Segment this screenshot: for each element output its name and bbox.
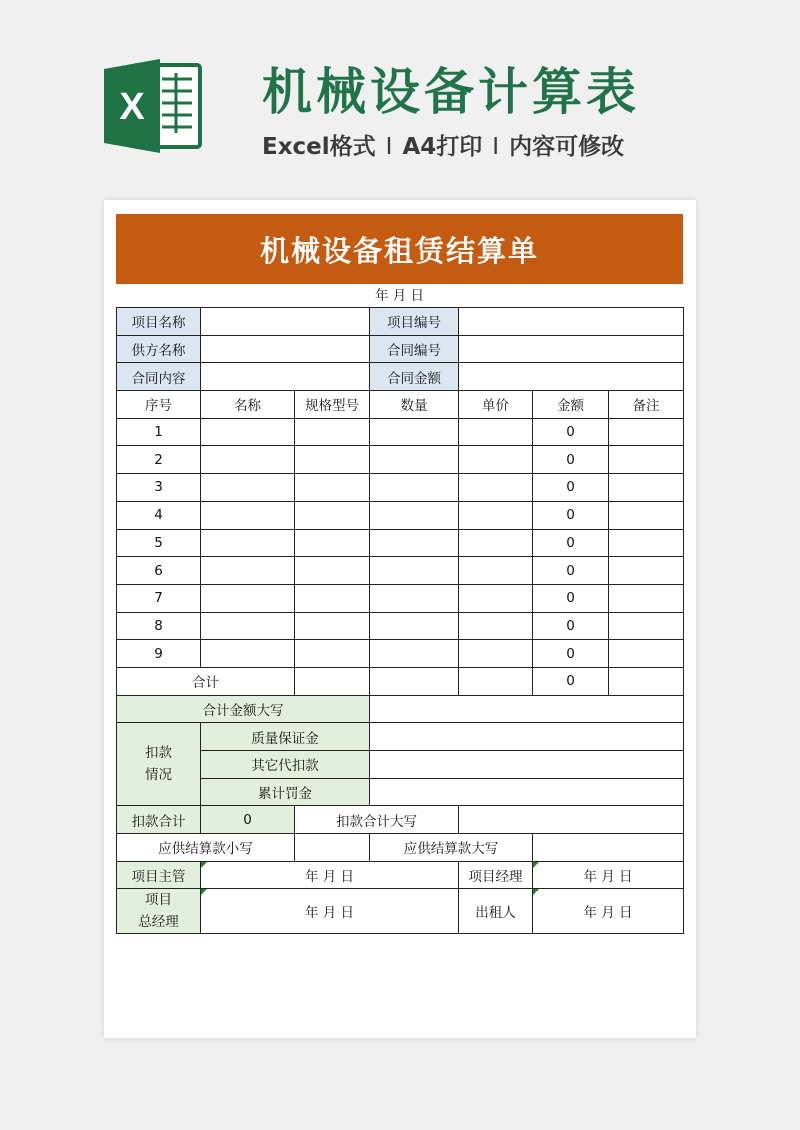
price-cell[interactable]	[459, 584, 533, 612]
qty-cell[interactable]	[370, 418, 459, 446]
qty-cell[interactable]	[370, 557, 459, 585]
amount-cell: 0	[533, 557, 609, 585]
table-row	[117, 584, 684, 612]
manager-label: 项目主管	[117, 861, 201, 889]
qty-cell[interactable]	[370, 584, 459, 612]
total-upper-label: 合计金额大写	[117, 695, 370, 723]
total-upper-row	[117, 695, 684, 723]
other-deduction-label: 其它代扣款	[201, 751, 370, 779]
table-row	[117, 612, 684, 640]
supplier-cell[interactable]	[201, 335, 370, 363]
payable-upper-cell[interactable]	[533, 834, 684, 862]
col-header-spec: 规格型号	[295, 391, 370, 419]
spec-cell[interactable]	[295, 584, 370, 612]
row-no: 6	[117, 557, 201, 585]
price-cell[interactable]	[459, 418, 533, 446]
gm-label-line2: 总经理	[138, 914, 179, 931]
lessor-label: 出租人	[459, 889, 533, 934]
column-header-row	[117, 391, 684, 419]
table-row	[117, 446, 684, 474]
spec-cell[interactable]	[295, 612, 370, 640]
deduction-upper-label: 扣款合计大写	[295, 806, 459, 834]
payable-upper-label: 应供结算款大写	[370, 834, 533, 862]
contract-no-cell[interactable]	[459, 335, 684, 363]
deduction-label-line2: 情况	[145, 767, 172, 784]
info-row	[117, 308, 684, 336]
qty-cell[interactable]	[370, 474, 459, 502]
project-name-label: 项目名称	[117, 308, 201, 336]
price-cell[interactable]	[459, 529, 533, 557]
gm-date: 年 月 日	[304, 905, 355, 922]
svg-text:X: X	[119, 86, 145, 128]
spec-cell[interactable]	[295, 501, 370, 529]
remark-cell[interactable]	[609, 557, 684, 585]
col-header-name: 名称	[201, 391, 295, 419]
quality-deposit-cell[interactable]	[370, 723, 684, 751]
price-cell[interactable]	[459, 557, 533, 585]
lessor-date: 年 月 日	[583, 905, 633, 922]
amount-cell: 0	[533, 474, 609, 502]
info-row	[117, 363, 684, 391]
amount-cell: 0	[533, 501, 609, 529]
penalty-label: 累计罚金	[201, 778, 370, 806]
amount-cell: 0	[533, 418, 609, 446]
amount-cell: 0	[533, 584, 609, 612]
remark-cell[interactable]	[609, 501, 684, 529]
remark-cell[interactable]	[609, 584, 684, 612]
name-cell[interactable]	[201, 612, 295, 640]
amount-cell: 0	[533, 640, 609, 668]
name-cell[interactable]	[201, 557, 295, 585]
deduction-total-value: 0	[201, 806, 295, 834]
project-name-cell[interactable]	[201, 308, 370, 336]
settlement-table	[116, 307, 684, 934]
qty-cell[interactable]	[370, 529, 459, 557]
lessor-sign-cell[interactable]	[533, 889, 684, 934]
form-title: 机械设备租赁结算单	[116, 214, 683, 284]
row-no: 4	[117, 501, 201, 529]
spec-cell[interactable]	[295, 418, 370, 446]
pm-sign-cell[interactable]	[533, 861, 684, 889]
gm-label	[117, 889, 201, 934]
payable-lower-cell[interactable]	[295, 834, 370, 862]
deduction-row	[117, 751, 684, 779]
col-header-qty: 数量	[370, 391, 459, 419]
deduction-label	[117, 723, 201, 806]
table-row	[117, 529, 684, 557]
name-cell[interactable]	[201, 640, 295, 668]
total-row	[117, 667, 684, 695]
remark-cell[interactable]	[609, 446, 684, 474]
total-qty-cell	[370, 667, 459, 695]
qty-cell[interactable]	[370, 612, 459, 640]
other-deduction-cell[interactable]	[370, 751, 684, 779]
total-upper-cell[interactable]	[370, 695, 684, 723]
row-no: 2	[117, 446, 201, 474]
price-cell[interactable]	[459, 640, 533, 668]
name-cell[interactable]	[201, 584, 295, 612]
info-row	[117, 335, 684, 363]
contract-amount-label: 合同金额	[370, 363, 459, 391]
supplier-label: 供方名称	[117, 335, 201, 363]
amount-cell: 0	[533, 612, 609, 640]
qty-cell[interactable]	[370, 640, 459, 668]
col-header-no: 序号	[117, 391, 201, 419]
contract-no-label: 合同编号	[370, 335, 459, 363]
remark-cell[interactable]	[609, 418, 684, 446]
name-cell[interactable]	[201, 501, 295, 529]
col-header-price: 单价	[459, 391, 533, 419]
total-price-cell	[459, 667, 533, 695]
row-no: 9	[117, 640, 201, 668]
row-no: 1	[117, 418, 201, 446]
contract-amount-cell[interactable]	[459, 363, 684, 391]
spec-cell[interactable]	[295, 640, 370, 668]
manager-sign-cell[interactable]	[201, 861, 459, 889]
signature-row	[117, 889, 684, 934]
name-cell[interactable]	[201, 474, 295, 502]
total-remark-cell	[609, 667, 684, 695]
remark-cell[interactable]	[609, 474, 684, 502]
total-spec-cell	[295, 667, 370, 695]
gm-label-line1: 项目	[145, 892, 172, 909]
spec-cell[interactable]	[295, 446, 370, 474]
deduction-total-row	[117, 806, 684, 834]
spec-cell[interactable]	[295, 474, 370, 502]
price-cell[interactable]	[459, 446, 533, 474]
name-cell[interactable]	[201, 446, 295, 474]
total-amount: 0	[533, 667, 609, 695]
name-cell[interactable]	[201, 418, 295, 446]
deduction-upper-cell[interactable]	[459, 806, 684, 834]
subtitle-print: A4打印	[402, 134, 483, 160]
pm-date: 年 月 日	[583, 869, 633, 886]
amount-cell: 0	[533, 446, 609, 474]
spec-cell[interactable]	[295, 529, 370, 557]
payable-lower-label: 应供结算款小写	[117, 834, 295, 862]
col-header-remark: 备注	[609, 391, 684, 419]
form-date: 年 月 日	[374, 288, 425, 304]
deduction-label-line1: 扣款	[145, 745, 172, 762]
payable-row	[117, 834, 684, 862]
name-cell[interactable]	[201, 529, 295, 557]
table-row	[117, 474, 684, 502]
page-title: 机械设备计算表	[262, 63, 640, 121]
row-no: 8	[117, 612, 201, 640]
subtitle	[262, 128, 624, 161]
deduction-row	[117, 723, 684, 751]
col-header-amount: 金额	[533, 391, 609, 419]
project-no-cell[interactable]	[459, 308, 684, 336]
remark-cell[interactable]	[609, 640, 684, 668]
table-row	[117, 640, 684, 668]
row-no: 7	[117, 584, 201, 612]
subtitle-separator: I	[385, 134, 393, 160]
amount-cell: 0	[533, 529, 609, 557]
qty-cell[interactable]	[370, 501, 459, 529]
price-cell[interactable]	[459, 612, 533, 640]
project-no-label: 项目编号	[370, 308, 459, 336]
subtitle-editable: 内容可修改	[509, 134, 625, 160]
table-row	[117, 418, 684, 446]
excel-icon	[104, 57, 204, 155]
contract-content-label: 合同内容	[117, 363, 201, 391]
subtitle-separator: I	[492, 134, 500, 160]
deduction-row	[117, 778, 684, 806]
penalty-cell[interactable]	[370, 778, 684, 806]
table-row	[117, 501, 684, 529]
price-cell[interactable]	[459, 474, 533, 502]
row-no: 5	[117, 529, 201, 557]
quality-deposit-label: 质量保证金	[201, 723, 370, 751]
qty-cell[interactable]	[370, 446, 459, 474]
spec-cell[interactable]	[295, 557, 370, 585]
total-label: 合计	[117, 667, 295, 695]
pm-label: 项目经理	[459, 861, 533, 889]
subtitle-format: Excel格式	[262, 134, 376, 160]
row-no: 3	[117, 474, 201, 502]
contract-content-cell[interactable]	[201, 363, 370, 391]
gm-sign-cell[interactable]	[201, 889, 459, 934]
deduction-total-label: 扣款合计	[117, 806, 201, 834]
manager-date: 年 月 日	[304, 869, 355, 886]
remark-cell[interactable]	[609, 612, 684, 640]
table-row	[117, 557, 684, 585]
signature-row	[117, 861, 684, 889]
remark-cell[interactable]	[609, 529, 684, 557]
price-cell[interactable]	[459, 501, 533, 529]
